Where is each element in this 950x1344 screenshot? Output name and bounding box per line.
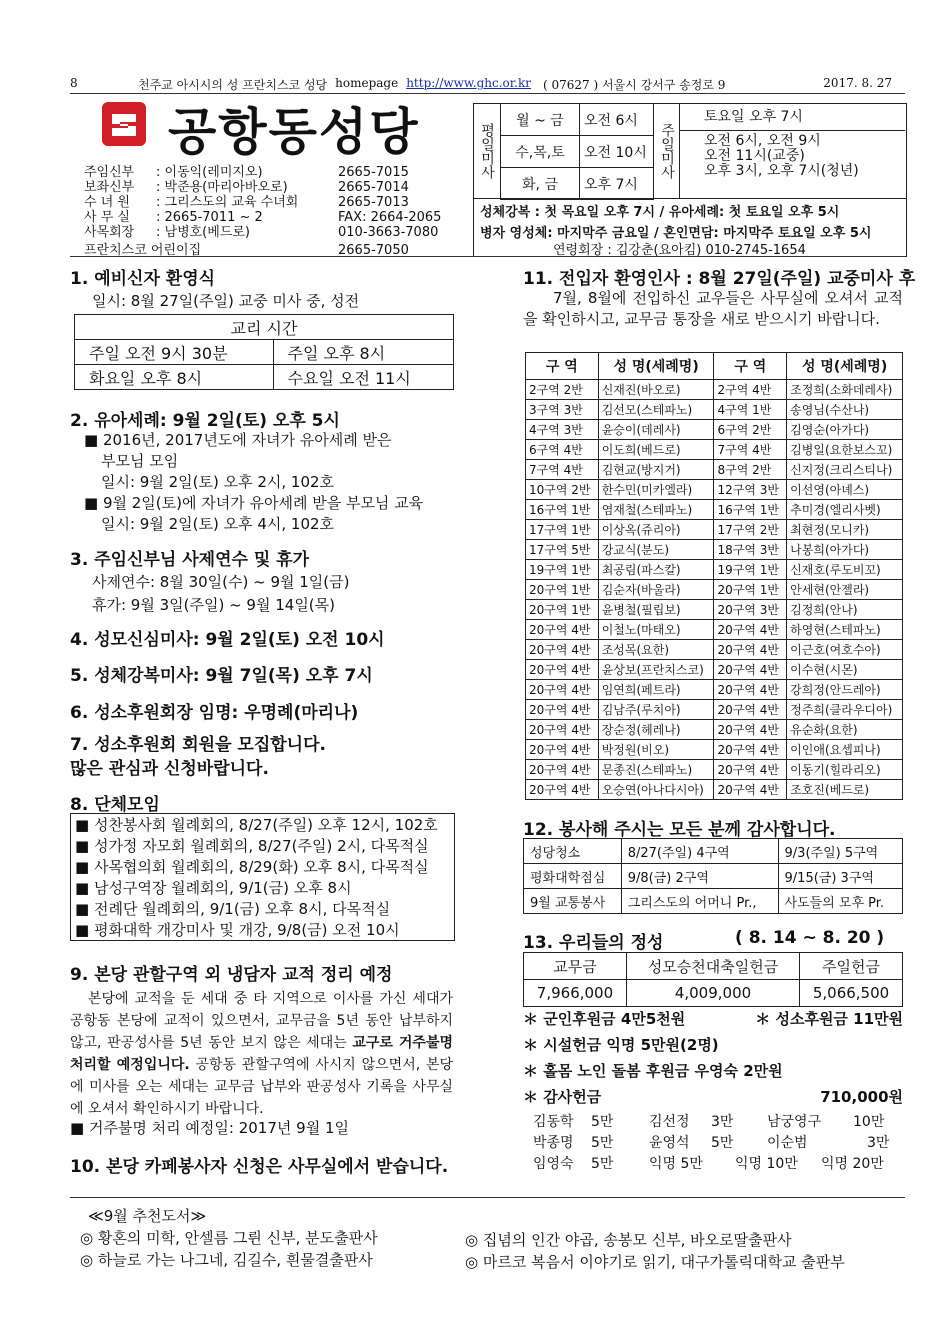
table-row — [526, 660, 903, 680]
table-cell: 오승연(아나다시아) — [598, 780, 714, 800]
table-row — [526, 520, 903, 540]
homepage-label: homepage — [335, 76, 399, 90]
table-cell: 20구역 4반 — [714, 720, 787, 740]
table-cell: 18구역 3반 — [714, 540, 787, 560]
table-cell: 이상옥(쥬리아) — [598, 520, 714, 540]
parish-logo-icon — [100, 100, 148, 148]
list-item: ■ 남성구역장 월례회의, 9/1(금) 오후 8시 — [75, 879, 352, 897]
table-cell: 20구역 4반 — [714, 680, 787, 700]
books-left — [80, 1227, 378, 1271]
table-row — [526, 500, 903, 520]
table-cell: 문종진(스테파노) — [598, 760, 714, 780]
table-cell: 20구역 1반 — [526, 600, 599, 620]
thanks-offering-names: 김동학 5만 김선정 3만 남궁영구 10만 박종명 5만 윤영석 5만 이순범 3만 임영숙 5만 익명 5만 익명 10만 익명 20만 — [533, 1114, 890, 1172]
table-cell: 3구역 3반 — [526, 400, 599, 420]
staff-list — [84, 165, 441, 258]
section-7: 7. 성소후원회 회원을 모집합니다. 많은 관심과 신청바랍니다. — [70, 735, 326, 779]
list-item: ◎ 마르코 복음서 이야기로 읽기, 대구가톨릭대학교 출판부 — [465, 1253, 845, 1271]
table-cell: 16구역 1반 — [714, 500, 787, 520]
table-cell: 12구역 3반 — [714, 480, 787, 500]
table-cell: 17구역 5반 — [526, 540, 599, 560]
list-item: ◎ 집념의 인간 야곱, 송봉모 신부, 바오로딸출판사 — [465, 1231, 792, 1249]
table-cell: 20구역 4반 — [526, 700, 599, 720]
table-cell: 17구역 1반 — [526, 520, 599, 540]
section-11-title: 11. 전입자 환영인사 : 8월 27일(주일) 교중미사 후 — [523, 269, 916, 289]
list-item: ■ 사목협의회 월례회의, 8/29(화) 오후 8시, 다목적실 — [75, 858, 429, 876]
donation-list: ＊ 군인후원금 4만5천원 ＊ 성소후원금 11만원 ＊ 시설헌금 익명 5만원(2명) ＊ 홀몸 노인 돌봄 후원금 우영숙 2만원 ＊ 감사헌금 710,000원 — [523, 1010, 903, 1106]
table-row — [526, 580, 903, 600]
homepage-link[interactable]: http://www.ghc.or.kr — [406, 76, 532, 90]
saturday-mass: 토요일 오후 7시 — [680, 104, 905, 131]
table-row — [526, 440, 903, 460]
table-cell: 김정희(안나) — [787, 600, 903, 620]
table-cell: 윤상보(프란치스코) — [598, 660, 714, 680]
table-row — [526, 560, 903, 580]
table-row — [526, 460, 903, 480]
table-cell: 20구역 4반 — [526, 640, 599, 660]
staff-row: 주임신부 : 이동익(레미지오) 2665-7015 — [84, 165, 409, 180]
table-cell: 20구역 4반 — [526, 660, 599, 680]
section-3-title: 3. 주임신부님 사제연수 및 휴가 — [70, 550, 310, 570]
issue-date: 2017. 8. 27 — [823, 76, 892, 90]
section-9-date: ■ 거주불명 처리 예정일: 2017년 9월 1일 — [70, 1119, 349, 1137]
parish-name: 천주교 아시시의 성 프란치스코 성당 — [138, 78, 328, 92]
table-cell: 하영현(스테파노) — [787, 620, 903, 640]
mass-note-1: 성체강복 : 첫 목요일 오후 7시 / 유아세례: 첫 토요일 오후 5시 — [480, 205, 840, 220]
section-11-body: 7월, 8월에 전입하신 교우들은 사무실에 오셔서 교적을 확인하시고, 교무금 통장을 새로 받으시기 바랍니다. — [523, 289, 903, 328]
table-cell: 이수현(시몬) — [787, 660, 903, 680]
table-row — [526, 760, 903, 780]
table-cell: 6구역 2반 — [714, 420, 787, 440]
table-cell: 19구역 1반 — [714, 560, 787, 580]
section-13-title: 13. 우리들의 정성 — [523, 933, 664, 953]
table-cell: 17구역 2반 — [714, 520, 787, 540]
table-row — [526, 400, 903, 420]
section-10-title: 10. 본당 카페봉사자 신청은 사무실에서 받습니다. — [70, 1157, 449, 1177]
address: ( 07627 ) 서울시 강서구 송정로 9 — [543, 78, 726, 92]
list-item: ◎ 황혼의 미학, 안셀름 그륀 신부, 분도출판사 — [80, 1229, 378, 1247]
table-cell: 20구역 4반 — [526, 780, 599, 800]
table-cell: 20구역 4반 — [714, 740, 787, 760]
table-cell: 이동기(힐라리오) — [787, 760, 903, 780]
table-cell: 4구역 1반 — [714, 400, 787, 420]
table-cell: 김병일(요한보스꼬) — [787, 440, 903, 460]
table-cell: 신재진(바오로) — [598, 380, 714, 400]
table-cell: 김영순(아가다) — [787, 420, 903, 440]
table-cell: 조호진(베드로) — [787, 780, 903, 800]
list-item: ◎ 하늘로 가는 나그네, 김길수, 흰물결출판사 — [80, 1251, 373, 1269]
list-item: ■ 전례단 월례회의, 9/1(금) 오후 8시, 다목적실 — [75, 900, 391, 918]
table-cell: 송영님(수산나) — [787, 400, 903, 420]
table-cell: 김선모(스테파노) — [598, 400, 714, 420]
table-cell: 안세현(안젤라) — [787, 580, 903, 600]
table-cell: 김현교(방지거) — [598, 460, 714, 480]
section-12-title: 12. 봉사해 주시는 모든 분께 감사합니다. — [523, 820, 836, 840]
table-row — [526, 620, 903, 640]
table-cell: 20구역 4반 — [714, 620, 787, 640]
table-cell: 이근호(여호수아) — [787, 640, 903, 660]
books-right — [465, 1229, 845, 1273]
table-cell: 20구역 1반 — [714, 580, 787, 600]
table-cell: 20구역 4반 — [526, 740, 599, 760]
table-cell: 조성목(요한) — [598, 640, 714, 660]
table-cell: 나봉희(아가다) — [787, 540, 903, 560]
mass-schedule — [473, 103, 907, 257]
catechism-table: 교리 시간 주일 오전 9시 30분 주일 오후 8시 화요일 오후 8시 수요일 오전 11시 — [74, 314, 454, 390]
section-9-title: 9. 본당 관할구역 외 냉담자 교적 정리 예정 — [70, 965, 393, 985]
table-row — [526, 780, 903, 800]
table-cell: 20구역 4반 — [526, 720, 599, 740]
offering-table: 교무금 성모승천대축일헌금 주일헌금 7,966,000 4,009,000 5,066,500 — [523, 952, 903, 1007]
table-row — [526, 640, 903, 660]
table-cell: 20구역 3반 — [714, 600, 787, 620]
table-cell: 한수민(미카엘라) — [598, 480, 714, 500]
table-cell: 박정원(비오) — [598, 740, 714, 760]
table-cell: 20구역 4반 — [714, 700, 787, 720]
section-2-body: ■ 2016년, 2017년도에 자녀가 유아세례 받은 부모님 모임 일시: 9월 2일(토) 오후 2시, 102호 ■ 9월 2일(토)에 자녀가 유아세례 받을 부모님 교육 일시: 9월 2일(토) 오후 4시, 102호 — [84, 431, 424, 533]
table-cell: 추미경(엘리사벳) — [787, 500, 903, 520]
volunteer-table: 성당청소 8/27(주일) 4구역 9/3(주일) 5구역 평화대학점심 9/8(금) 2구역 9/15(금) 3구역 9월 교통봉사 그리스도의 어머니 Pr., 사도들의 모후 Pr. — [523, 838, 903, 914]
table-cell: 윤승이(데레사) — [598, 420, 714, 440]
weekday-mass-table: 월 ~ 금 오전 6시 수,목,토 오전 10시 화, 금 오후 7시 — [500, 103, 654, 200]
page-title: 공항동성당 — [168, 103, 420, 161]
table-cell: 이철노(마태오) — [598, 620, 714, 640]
table-cell: 4구역 3반 — [526, 420, 599, 440]
table-cell: 유순화(요한) — [787, 720, 903, 740]
table-row — [526, 380, 903, 400]
section-2-title: 2. 유아세례: 9월 2일(토) 오후 5시 — [70, 411, 340, 431]
table-cell: 6구역 4반 — [526, 440, 599, 460]
table-cell: 이인애(요셉피나) — [787, 740, 903, 760]
table-cell: 16구역 1반 — [526, 500, 599, 520]
page-header — [70, 76, 900, 93]
table-cell: 장순정(헤레나) — [598, 720, 714, 740]
offering-period: ( 8. 14 ~ 8. 20 ) — [735, 928, 885, 948]
table-cell: 20구역 4반 — [714, 760, 787, 780]
table-cell: 강희정(안드레아) — [787, 680, 903, 700]
group-meetings-list — [70, 813, 455, 941]
table-cell: 정주희(클라우디아) — [787, 700, 903, 720]
table-cell: 20구역 4반 — [526, 620, 599, 640]
table-cell: 10구역 2반 — [526, 480, 599, 500]
table-cell: 20구역 4반 — [714, 640, 787, 660]
list-item: ■ 성가정 자모회 월례회의, 8/27(주일) 2시, 다목적실 — [75, 837, 429, 855]
list-item: ■ 평화대학 개강미사 및 개강, 9/8(금) 오전 10시 — [75, 921, 400, 939]
table-row — [526, 420, 903, 440]
table-row — [526, 700, 903, 720]
table-cell: 이도희(베드로) — [598, 440, 714, 460]
funeral-society-contact: 연령회장 : 김강춘(요아킴) 010-2745-1654 — [553, 243, 806, 258]
table-cell: 2구역 2반 — [526, 380, 599, 400]
table-cell: 조정희(소화데레사) — [787, 380, 903, 400]
table-cell: 이선영(아녜스) — [787, 480, 903, 500]
table-row — [526, 680, 903, 700]
table-row — [526, 540, 903, 560]
header-bottom-divider — [70, 256, 905, 257]
table-row — [526, 720, 903, 740]
weekday-mass-label: 평일미사 — [474, 104, 501, 198]
section-3-body: 사제연수: 8월 30일(수) ~ 9월 1일(금) 휴가: 9월 3일(주일) ~ 9월 14일(목) — [92, 573, 350, 614]
table-cell: 7구역 4반 — [714, 440, 787, 460]
section-8-title: 8. 단체모임 — [70, 795, 160, 815]
table-cell: 김남주(루치아) — [598, 700, 714, 720]
table-cell: 20구역 1반 — [526, 580, 599, 600]
staff-row: 사 무 실 : 2665-7011 ~ 2 FAX: 2664-2065 — [84, 210, 442, 225]
table-cell: 강교식(분도) — [598, 540, 714, 560]
table-cell: 신재호(루도비꼬) — [787, 560, 903, 580]
staff-row: 사목회장 : 남병호(베드로) 010-3663-7080 — [84, 225, 439, 240]
table-cell: 8구역 2반 — [714, 460, 787, 480]
table-cell: 김순자(바울라) — [598, 580, 714, 600]
mass-note-2: 병자 영성체: 마지막주 금요일 / 혼인면담: 마지막주 토요일 오후 5시 — [480, 226, 872, 241]
list-item: ■ 성찬봉사회 월례회의, 8/27(주일) 오후 12시, 102호 — [75, 816, 438, 834]
staff-row: 보좌신부 : 박준용(마리아바오로) 2665-7014 — [84, 180, 409, 195]
footer-divider — [70, 1197, 905, 1198]
sunday-mass-label: 주일미사 — [655, 104, 680, 198]
table-row — [526, 740, 903, 760]
table-row — [526, 480, 903, 500]
table-cell: 윤병철(필립보) — [598, 600, 714, 620]
section-1-body: 일시: 8월 27일(주일) 교중 미사 중, 성전 — [92, 292, 360, 310]
section-5-title: 5. 성체강복미사: 9월 7일(목) 오후 7시 — [70, 666, 373, 686]
table-cell: 최공림(파스칼) — [598, 560, 714, 580]
table-cell: 2구역 4반 — [714, 380, 787, 400]
table-cell: 20구역 4반 — [714, 660, 787, 680]
table-cell: 20구역 4반 — [714, 780, 787, 800]
section-1-title: 1. 예비신자 환영식 — [70, 269, 216, 289]
table-cell: 20구역 4반 — [526, 680, 599, 700]
section-9-body: 본당에 교적을 둔 세대 중 타 지역으로 이사를 가신 세대가 공항동 본당에 교적이 있으면서, 교무금을 5년 동안 납부하지 않고, 판공성사를 5년 동안 보지 않은 세대는 교구로 거주불명 처리할 예정입니다. 공항동 관할구역에 사시지 않으면서, 본당에 미사를 오는 세대는 교무금 납부와 판공성사 기록을 사무실에 오셔서 확인하시기 바랍니다. — [70, 991, 453, 1117]
staff-row: 수 녀 원 : 그리스도의 교육 수녀회 2665-7013 — [84, 195, 409, 210]
table-cell: 염재철(스테파노) — [598, 500, 714, 520]
sunday-mass-times: 오전 6시, 오전 9시 오전 11시(교중) 오후 3시, 오후 7시(청년) — [704, 133, 859, 179]
section-6-title: 6. 성소후원회장 임명: 우명례(마리나) — [70, 703, 359, 723]
table-row — [526, 600, 903, 620]
section-4-title: 4. 성모신심미사: 9월 2일(토) 오전 10시 — [70, 630, 385, 650]
table-cell: 19구역 1반 — [526, 560, 599, 580]
table-cell: 신지정(크리스티나) — [787, 460, 903, 480]
table-cell: 최현정(모니카) — [787, 520, 903, 540]
newcomers-table: 구 역 성 명(세례명) 구 역 성 명(세례명) 2구역 2반 신재진(바오로) 2구역 4반 조정희(소화데레사) 3구역 3반 김선모(스테파노) 4구역 1반 송영님(수산나) 4구역 3반 윤승이(데레사) 6구역 2반 김영순(아가다) 6구역 4반 이도희(베드로) 7구역 4반 김병일(요한보스꼬) 7구역 4반 김현교(방지거) 8구역 2반 신지정(크리스티나) 10구역 2반 한수민(미카엘라) 12구역 3반 이선영(아녜스) 16구역 1반 염재철(스테파노) 16구역 1반 추미경(엘리사벳) 17구역 1반 이상옥(쥬리아) 17구역 2반 최현정(모니카) 17구역 5반 강교식(분도) 18구역 3반 나봉희(아가다) 19구역 1반 최공림(파스칼) 19구역 1반 신재호(루도비꼬) 20구역 1반 김순자(바울라) 20구역 1반 안세현(안젤라) 20구역 1반 윤병철(필립보) 20구역 3반 김정희(안나) 20구역 4반 이철노(마태오) 20구역 4반 하영현(스테파노) 20구역 4반 조성목(요한) 20구역 4반 이근호(여호수아) 20구역 4반 윤상보(프란치스코) 20구역 4반 이수현(시몬) 20구역 4반 임연희(페트라) 20구역 4반 강희정(안드레아) 20구역 4반 김남주(루치아) 20구역 4반 정주희(클라우디아) 20구역 4반 장순정(헤레나) 20구역 4반 유순화(요한) 20구역 4반 박정원(비오) 20구역 4반 이인애(요셉피나) 20구역 4반 문종진(스테파노) 20구역 4반 이동기(힐라리오) 20구역 4반 오승연(아나다시아) 20구역 4반 조호진(베드로) — [525, 352, 903, 800]
recommended-books-title: ≪9월 추천도서≫ — [88, 1207, 207, 1225]
page-number: 8 — [70, 76, 78, 90]
table-cell: 7구역 4반 — [526, 460, 599, 480]
table-cell: 임연희(페트라) — [598, 680, 714, 700]
table-cell: 20구역 4반 — [526, 760, 599, 780]
staff-row: 프란치스코 어린이집 2665-7050 — [84, 243, 409, 258]
